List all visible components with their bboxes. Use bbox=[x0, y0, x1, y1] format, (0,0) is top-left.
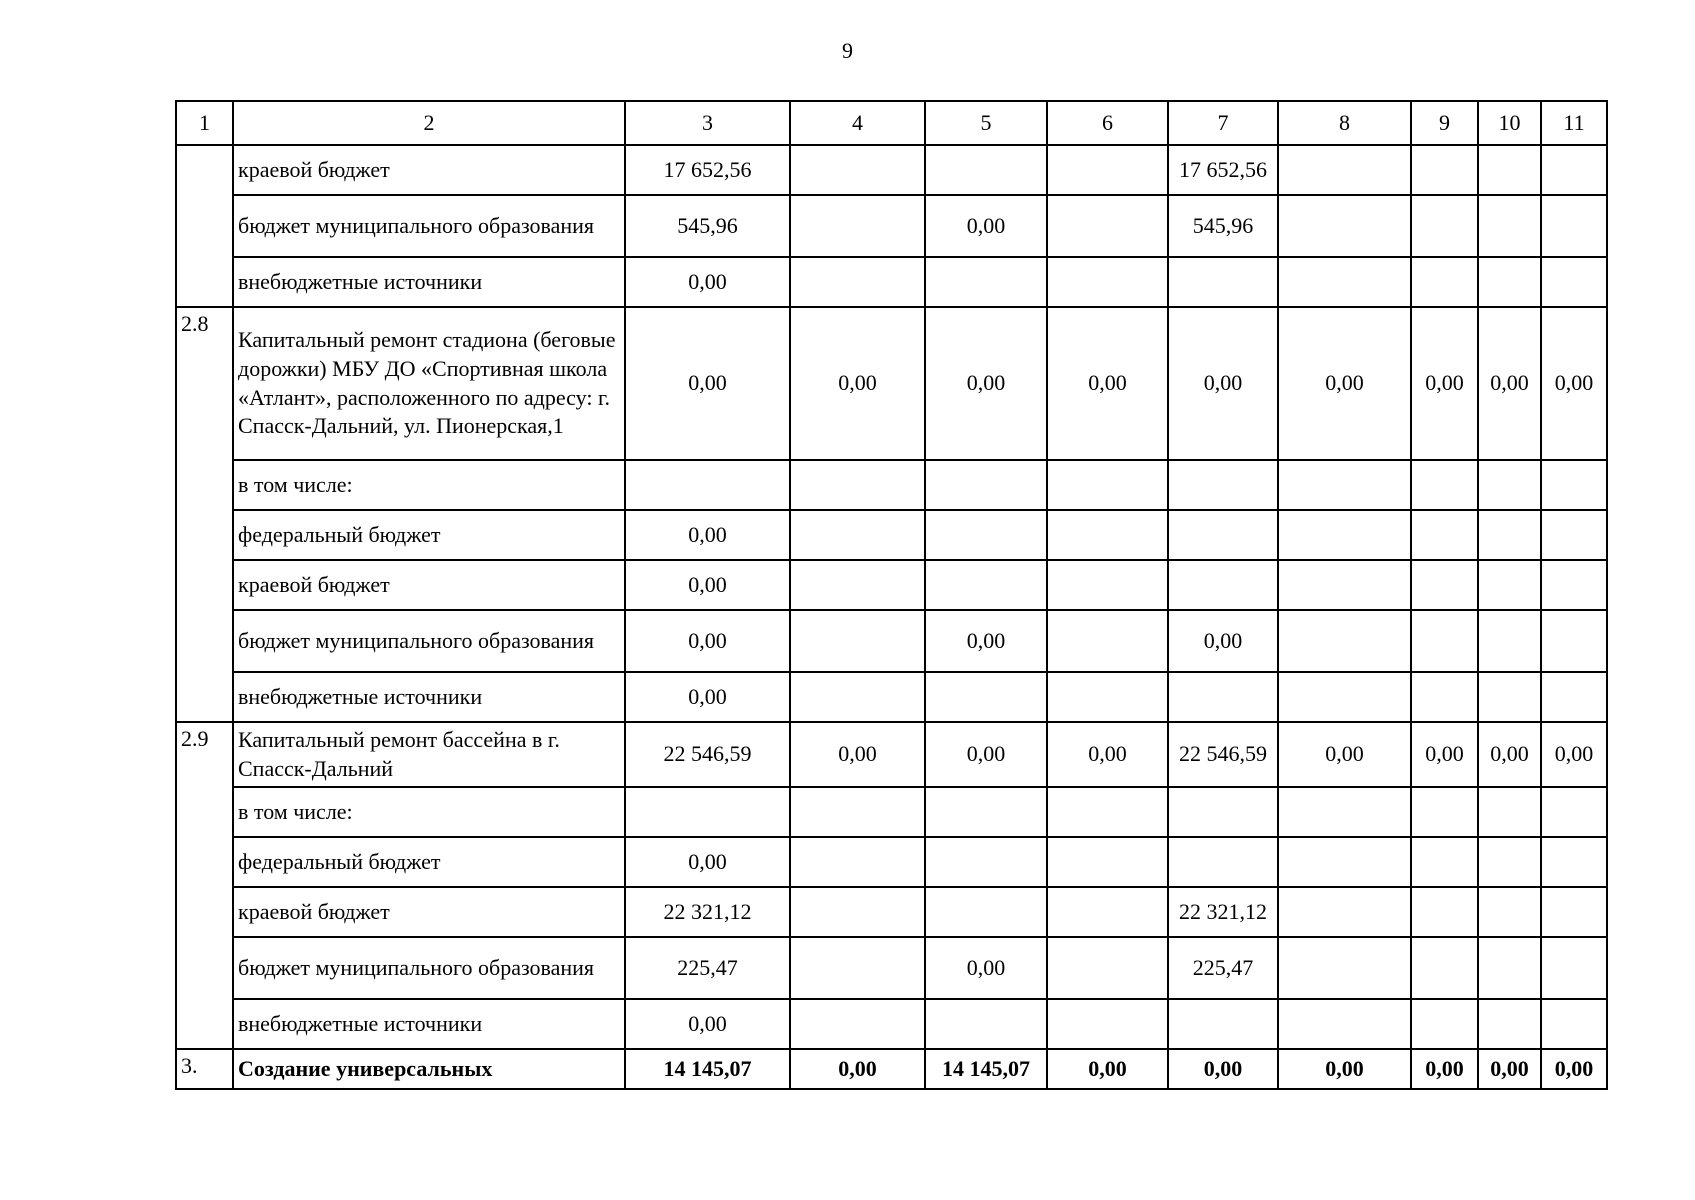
value-cell bbox=[1411, 145, 1478, 195]
value-cell bbox=[790, 460, 925, 510]
value-cell bbox=[1478, 672, 1541, 722]
value-cell bbox=[1478, 257, 1541, 307]
column-header: 10 bbox=[1478, 101, 1541, 145]
value-cell: 0,00 bbox=[925, 610, 1047, 672]
value-cell: 0,00 bbox=[1541, 307, 1607, 460]
value-cell bbox=[790, 257, 925, 307]
value-cell bbox=[790, 510, 925, 560]
value-cell bbox=[1478, 195, 1541, 257]
value-cell: 0,00 bbox=[1278, 722, 1411, 787]
value-cell bbox=[1478, 787, 1541, 837]
value-cell bbox=[625, 787, 790, 837]
value-cell bbox=[1278, 145, 1411, 195]
value-cell bbox=[1478, 887, 1541, 937]
value-cell bbox=[1278, 787, 1411, 837]
value-cell bbox=[790, 560, 925, 610]
budget-table bbox=[175, 100, 1608, 1090]
row-number-cell: 2.9 bbox=[176, 722, 233, 1049]
row-number-cell bbox=[176, 145, 233, 307]
value-cell bbox=[925, 999, 1047, 1049]
value-cell: 0,00 bbox=[1478, 722, 1541, 787]
value-cell: 0,00 bbox=[1047, 307, 1168, 460]
value-cell bbox=[1047, 610, 1168, 672]
value-cell bbox=[1478, 460, 1541, 510]
row-label: в том числе: bbox=[233, 787, 625, 837]
value-cell bbox=[1047, 837, 1168, 887]
value-cell: 0,00 bbox=[1278, 1049, 1411, 1089]
table-row bbox=[176, 722, 1607, 787]
row-number-cell: 2.8 bbox=[176, 307, 233, 722]
value-cell bbox=[925, 837, 1047, 887]
value-cell bbox=[1541, 837, 1607, 887]
value-cell: 0,00 bbox=[1278, 307, 1411, 460]
value-cell bbox=[1278, 510, 1411, 560]
value-cell: 0,00 bbox=[625, 510, 790, 560]
value-cell bbox=[1047, 937, 1168, 999]
value-cell bbox=[1411, 460, 1478, 510]
value-cell: 22 546,59 bbox=[1168, 722, 1278, 787]
value-cell bbox=[1168, 460, 1278, 510]
value-cell: 0,00 bbox=[625, 257, 790, 307]
value-cell bbox=[790, 610, 925, 672]
value-cell bbox=[790, 937, 925, 999]
value-cell bbox=[1047, 195, 1168, 257]
table-row-total bbox=[176, 1049, 1607, 1089]
value-cell: 0,00 bbox=[925, 307, 1047, 460]
row-label: Капитальный ремонт бассейна в г. Спасск-Дальний bbox=[233, 722, 625, 787]
value-cell: 14 145,07 bbox=[925, 1049, 1047, 1089]
row-label: краевой бюджет bbox=[233, 145, 625, 195]
row-label: Капитальный ремонт стадиона (беговые дорожки) МБУ ДО «Спортивная школа «Атлант», расположенного по адресу: г. Спасск-Дальний, ул. Пионерская,1 bbox=[233, 307, 625, 460]
column-header: 3 bbox=[625, 101, 790, 145]
value-cell: 17 652,56 bbox=[625, 145, 790, 195]
table-row bbox=[176, 195, 1607, 257]
value-cell bbox=[1278, 837, 1411, 887]
value-cell bbox=[1168, 257, 1278, 307]
value-cell bbox=[1047, 999, 1168, 1049]
value-cell bbox=[1168, 510, 1278, 560]
value-cell bbox=[1047, 560, 1168, 610]
value-cell: 0,00 bbox=[625, 560, 790, 610]
value-cell: 0,00 bbox=[1541, 1049, 1607, 1089]
value-cell bbox=[790, 145, 925, 195]
table-row bbox=[176, 560, 1607, 610]
value-cell bbox=[1278, 610, 1411, 672]
value-cell bbox=[790, 787, 925, 837]
value-cell: 0,00 bbox=[625, 307, 790, 460]
value-cell: 0,00 bbox=[1541, 722, 1607, 787]
row-label: внебюджетные источники bbox=[233, 672, 625, 722]
value-cell: 0,00 bbox=[1411, 307, 1478, 460]
value-cell bbox=[790, 195, 925, 257]
value-cell bbox=[1411, 787, 1478, 837]
value-cell bbox=[1541, 672, 1607, 722]
value-cell: 22 321,12 bbox=[625, 887, 790, 937]
value-cell bbox=[1047, 460, 1168, 510]
value-cell bbox=[925, 672, 1047, 722]
value-cell bbox=[1541, 999, 1607, 1049]
value-cell: 17 652,56 bbox=[1168, 145, 1278, 195]
value-cell bbox=[1047, 672, 1168, 722]
value-cell bbox=[625, 460, 790, 510]
row-label: краевой бюджет bbox=[233, 887, 625, 937]
value-cell bbox=[1541, 937, 1607, 999]
value-cell bbox=[1541, 257, 1607, 307]
value-cell: 0,00 bbox=[1168, 610, 1278, 672]
value-cell bbox=[1278, 672, 1411, 722]
value-cell bbox=[1541, 560, 1607, 610]
value-cell: 225,47 bbox=[625, 937, 790, 999]
value-cell: 0,00 bbox=[790, 307, 925, 460]
value-cell bbox=[1168, 999, 1278, 1049]
value-cell bbox=[790, 672, 925, 722]
value-cell bbox=[1047, 257, 1168, 307]
column-header: 1 bbox=[176, 101, 233, 145]
row-label: Создание универсальных bbox=[233, 1049, 625, 1089]
column-header: 4 bbox=[790, 101, 925, 145]
value-cell bbox=[1168, 837, 1278, 887]
value-cell bbox=[1411, 837, 1478, 887]
value-cell: 0,00 bbox=[1168, 307, 1278, 460]
row-number-cell: 3. bbox=[176, 1049, 233, 1089]
value-cell bbox=[1411, 510, 1478, 560]
table-row bbox=[176, 672, 1607, 722]
value-cell bbox=[1541, 195, 1607, 257]
value-cell bbox=[1541, 510, 1607, 560]
column-header: 8 bbox=[1278, 101, 1411, 145]
value-cell bbox=[1478, 145, 1541, 195]
page-number: 9 bbox=[842, 38, 853, 63]
value-cell bbox=[925, 145, 1047, 195]
value-cell bbox=[925, 510, 1047, 560]
row-label: бюджет муниципального образования bbox=[233, 937, 625, 999]
value-cell bbox=[1411, 610, 1478, 672]
value-cell bbox=[1478, 560, 1541, 610]
row-label: федеральный бюджет bbox=[233, 837, 625, 887]
value-cell bbox=[1278, 195, 1411, 257]
value-cell: 0,00 bbox=[1478, 1049, 1541, 1089]
value-cell bbox=[1278, 460, 1411, 510]
value-cell: 0,00 bbox=[625, 672, 790, 722]
value-cell bbox=[1278, 999, 1411, 1049]
value-cell: 0,00 bbox=[1168, 1049, 1278, 1089]
value-cell bbox=[1478, 510, 1541, 560]
value-cell: 0,00 bbox=[625, 999, 790, 1049]
value-cell: 0,00 bbox=[925, 195, 1047, 257]
value-cell bbox=[925, 787, 1047, 837]
table-header-row bbox=[176, 101, 1607, 145]
row-label: внебюджетные источники bbox=[233, 257, 625, 307]
column-header: 9 bbox=[1411, 101, 1478, 145]
value-cell: 0,00 bbox=[1047, 722, 1168, 787]
value-cell bbox=[790, 837, 925, 887]
value-cell bbox=[925, 257, 1047, 307]
value-cell: 545,96 bbox=[625, 195, 790, 257]
column-header: 11 bbox=[1541, 101, 1607, 145]
value-cell: 22 546,59 bbox=[625, 722, 790, 787]
value-cell bbox=[1541, 145, 1607, 195]
value-cell bbox=[1278, 887, 1411, 937]
value-cell: 0,00 bbox=[1047, 1049, 1168, 1089]
column-header: 2 bbox=[233, 101, 625, 145]
table-row bbox=[176, 610, 1607, 672]
value-cell bbox=[1047, 787, 1168, 837]
table-row bbox=[176, 145, 1607, 195]
value-cell bbox=[1047, 145, 1168, 195]
value-cell: 0,00 bbox=[1478, 307, 1541, 460]
value-cell: 0,00 bbox=[625, 837, 790, 887]
value-cell bbox=[1541, 787, 1607, 837]
table-row bbox=[176, 460, 1607, 510]
value-cell bbox=[1411, 257, 1478, 307]
value-cell bbox=[790, 887, 925, 937]
value-cell: 0,00 bbox=[925, 937, 1047, 999]
value-cell: 225,47 bbox=[1168, 937, 1278, 999]
value-cell bbox=[925, 887, 1047, 937]
value-cell bbox=[1411, 560, 1478, 610]
value-cell bbox=[1478, 999, 1541, 1049]
value-cell bbox=[1278, 560, 1411, 610]
value-cell bbox=[1168, 787, 1278, 837]
value-cell bbox=[925, 460, 1047, 510]
value-cell bbox=[925, 560, 1047, 610]
row-label: бюджет муниципального образования bbox=[233, 195, 625, 257]
value-cell bbox=[1411, 937, 1478, 999]
table-row bbox=[176, 887, 1607, 937]
row-label: краевой бюджет bbox=[233, 560, 625, 610]
value-cell bbox=[1278, 257, 1411, 307]
table-row bbox=[176, 937, 1607, 999]
value-cell: 14 145,07 bbox=[625, 1049, 790, 1089]
value-cell: 545,96 bbox=[1168, 195, 1278, 257]
value-cell bbox=[1411, 195, 1478, 257]
table-row bbox=[176, 837, 1607, 887]
row-label: внебюджетные источники bbox=[233, 999, 625, 1049]
value-cell: 0,00 bbox=[790, 722, 925, 787]
column-header: 7 bbox=[1168, 101, 1278, 145]
value-cell bbox=[1478, 937, 1541, 999]
value-cell: 22 321,12 bbox=[1168, 887, 1278, 937]
value-cell bbox=[1411, 887, 1478, 937]
value-cell bbox=[1411, 672, 1478, 722]
value-cell bbox=[1541, 887, 1607, 937]
value-cell: 0,00 bbox=[625, 610, 790, 672]
row-label: федеральный бюджет bbox=[233, 510, 625, 560]
value-cell bbox=[1278, 937, 1411, 999]
table-row bbox=[176, 510, 1607, 560]
value-cell bbox=[1478, 610, 1541, 672]
value-cell bbox=[1478, 837, 1541, 887]
table-row bbox=[176, 787, 1607, 837]
column-header: 6 bbox=[1047, 101, 1168, 145]
table-row bbox=[176, 999, 1607, 1049]
column-header: 5 bbox=[925, 101, 1047, 145]
value-cell: 0,00 bbox=[1411, 722, 1478, 787]
value-cell bbox=[1168, 672, 1278, 722]
value-cell bbox=[1047, 510, 1168, 560]
value-cell: 0,00 bbox=[925, 722, 1047, 787]
value-cell bbox=[1047, 887, 1168, 937]
row-label: бюджет муниципального образования bbox=[233, 610, 625, 672]
table-row bbox=[176, 257, 1607, 307]
row-label: в том числе: bbox=[233, 460, 625, 510]
value-cell: 0,00 bbox=[790, 1049, 925, 1089]
value-cell bbox=[1541, 460, 1607, 510]
table-row bbox=[176, 307, 1607, 460]
value-cell bbox=[1168, 560, 1278, 610]
value-cell: 0,00 bbox=[1411, 1049, 1478, 1089]
value-cell bbox=[1541, 610, 1607, 672]
value-cell bbox=[1411, 999, 1478, 1049]
value-cell bbox=[790, 999, 925, 1049]
